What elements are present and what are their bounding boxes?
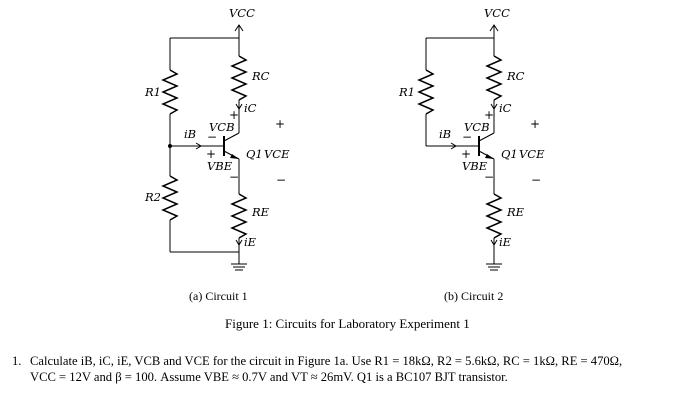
- r1-label: R1: [145, 85, 161, 99]
- ic-label: iC: [499, 101, 512, 115]
- vcc-label: VCC: [229, 6, 255, 20]
- vce-plus: +: [275, 117, 286, 131]
- re-label: RE: [252, 205, 270, 219]
- vbe-label: VBE: [207, 159, 233, 173]
- ib-label: iB: [184, 127, 197, 141]
- caption-circuit-2: (b) Circuit 2: [444, 289, 504, 303]
- rc-label: RC: [252, 69, 270, 83]
- vce-plus: +: [530, 117, 541, 131]
- vbe-plus: +: [206, 147, 217, 161]
- question-text-1: Calculate iB, iC, iE, VCB and VCE for the circuit in Figure 1a. Use R1 = 18kΩ, R2 = 5.6kΩ, RC = 1kΩ, RE = 470Ω,: [30, 354, 623, 368]
- rc-label: RC: [507, 69, 525, 83]
- question-text-2: VCC = 12V and β = 100. Assume VBE ≈ 0.7V and VT ≈ 26mV. Q1 is a BC107 BJT transistor.: [30, 370, 508, 384]
- vbe-minus: −: [484, 170, 495, 184]
- q1-label: Q1: [246, 147, 263, 161]
- ie-label: iE: [244, 235, 257, 249]
- question-line-1: [12, 353, 694, 369]
- ib-label: iB: [439, 127, 452, 141]
- vcb-minus: −: [207, 130, 218, 144]
- resistor-rc: [232, 56, 246, 100]
- question-block: [12, 353, 694, 385]
- vcb-label: VCB: [464, 120, 490, 134]
- resistor-rc: [487, 56, 501, 100]
- vce-minus: −: [276, 173, 287, 187]
- ground-icon: [231, 264, 247, 270]
- caption-circuit-1: (a) Circuit 1: [189, 289, 248, 303]
- q1-label: Q1: [501, 147, 518, 161]
- r2-label: R2: [145, 190, 161, 204]
- vce-label: VCE: [264, 147, 290, 161]
- vcc-label: VCC: [484, 6, 510, 20]
- ground-icon: [486, 264, 502, 270]
- resistor-r2: [163, 176, 177, 220]
- figure-caption: Figure 1: Circuits for Laboratory Experiment 1: [225, 316, 470, 331]
- resistor-re: [487, 194, 501, 238]
- circuit-1: [144, 6, 290, 303]
- vcb-minus: −: [462, 130, 473, 144]
- transistor-collector: [479, 133, 494, 141]
- vcb-plus: +: [484, 108, 495, 122]
- vbe-label: VBE: [462, 159, 488, 173]
- vce-label: VCE: [519, 147, 545, 161]
- question-line-2: [12, 369, 694, 385]
- vcb-plus: +: [229, 108, 240, 122]
- resistor-re: [232, 194, 246, 238]
- vbe-plus: +: [461, 147, 472, 161]
- vbe-minus: −: [229, 170, 240, 184]
- transistor-collector: [224, 133, 239, 141]
- ic-label: iC: [244, 101, 257, 115]
- re-label: RE: [507, 205, 525, 219]
- resistor-r1: [163, 70, 177, 114]
- vcb-label: VCB: [209, 120, 235, 134]
- resistor-r1: [419, 70, 433, 114]
- vce-minus: −: [531, 173, 542, 187]
- question-number: 1.: [12, 354, 22, 368]
- r1-label: R1: [399, 85, 415, 99]
- ie-label: iE: [499, 235, 512, 249]
- circuit-2: [398, 6, 545, 303]
